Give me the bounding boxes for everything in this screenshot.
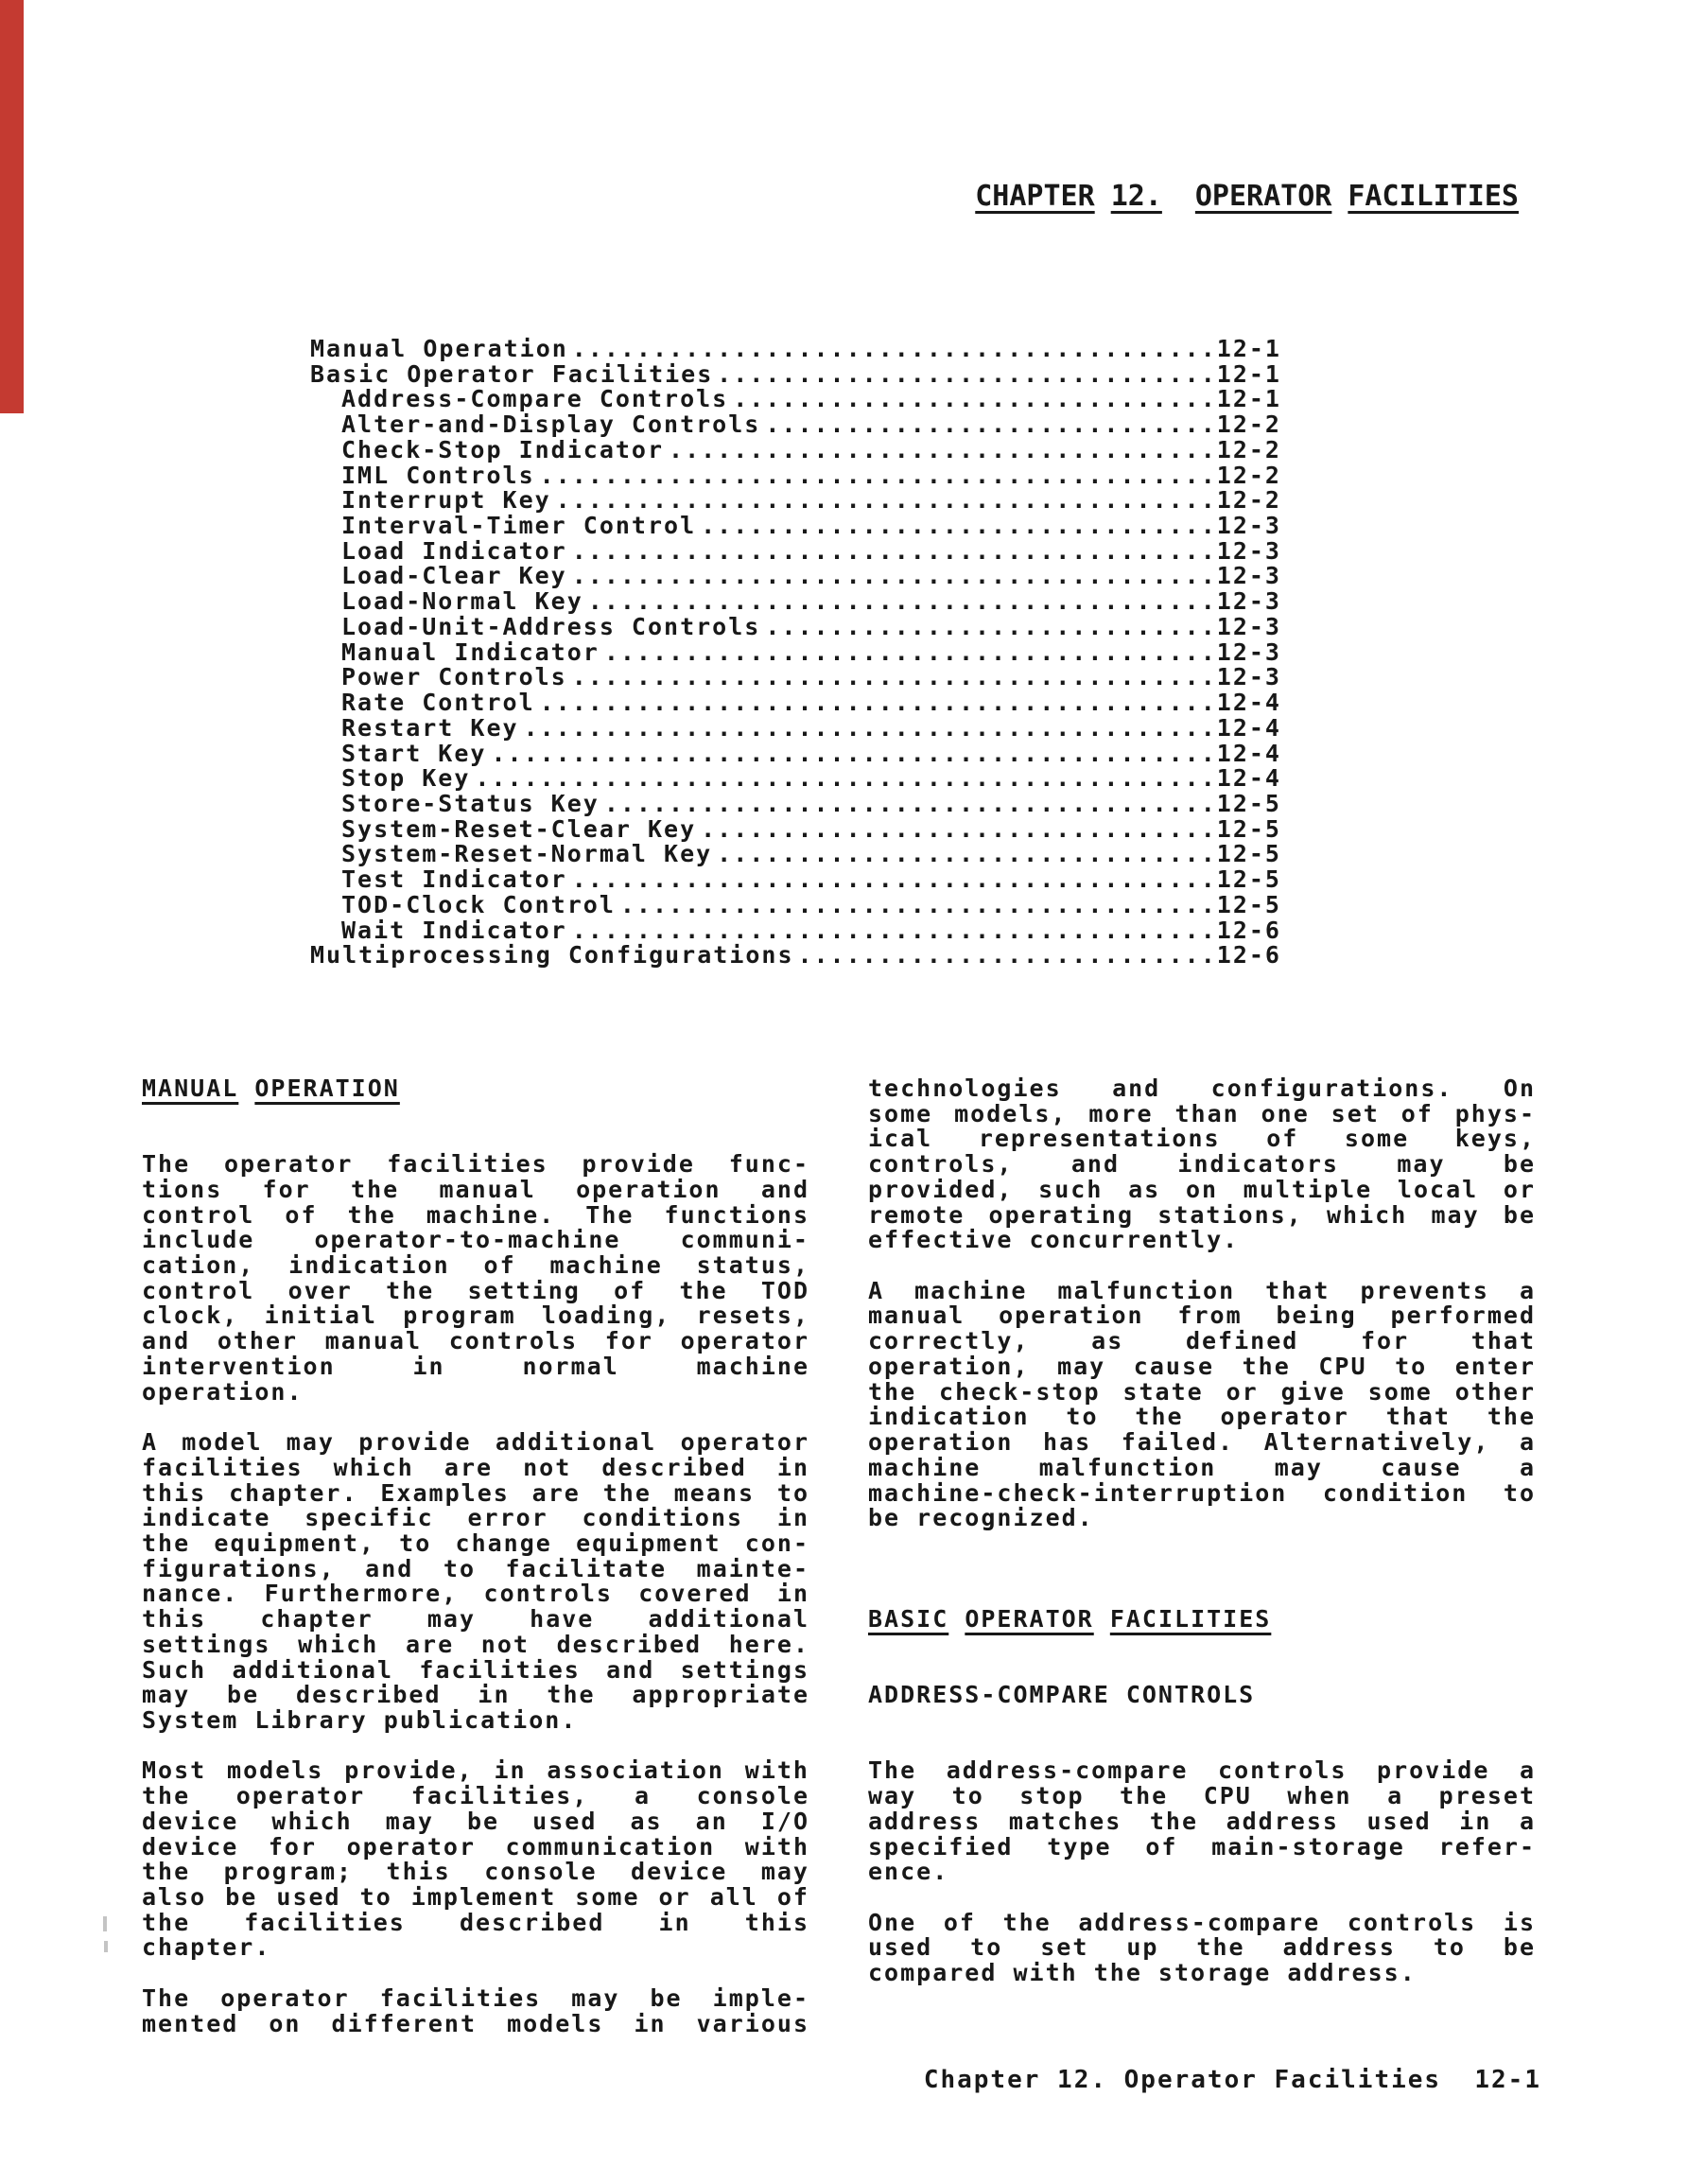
toc-entry-label: TOD-Clock Control xyxy=(341,890,616,918)
toc-row xyxy=(310,463,1281,489)
text-line: may be described in the appropriate xyxy=(142,1681,809,1709)
toc-leader-dots xyxy=(470,766,1216,792)
toc-leader-dots xyxy=(600,792,1217,817)
text-line: the equipment, to change equipment con- xyxy=(142,1529,809,1557)
text-line: the program; this console device may xyxy=(142,1858,809,1886)
text-line: control of the machine. The functions xyxy=(142,1200,809,1229)
text-line xyxy=(868,1253,1536,1279)
right-column xyxy=(868,1076,1536,1986)
toc-page-number: 12-5 xyxy=(1216,865,1281,894)
text-line: controls, and indicators may be xyxy=(868,1150,1536,1179)
text-line: intervention in normal machine xyxy=(142,1352,809,1380)
toc-leader-dots xyxy=(696,514,1217,539)
toc-leader-dots xyxy=(664,438,1217,463)
table-of-contents xyxy=(310,337,1281,969)
text-line: Such additional facilities and settings xyxy=(142,1655,809,1684)
toc-row xyxy=(310,867,1281,893)
toc-entry-label: Address-Compare Controls xyxy=(341,385,729,413)
text-line: indication to the operator that the xyxy=(868,1403,1536,1431)
text-line: operation has failed. Alternatively, a xyxy=(868,1428,1536,1457)
text-line: be recognized. xyxy=(868,1504,1094,1532)
text-line: way to stop the CPU when a preset xyxy=(868,1782,1536,1810)
text-line: BASIC OPERATOR FACILITIES xyxy=(868,1605,1272,1634)
text-line: System Library publication. xyxy=(142,1705,578,1734)
toc-leader-dots xyxy=(567,564,1217,589)
toc-leader-dots xyxy=(696,817,1217,843)
toc-page-number: 12-4 xyxy=(1216,689,1281,717)
toc-leader-dots xyxy=(728,387,1217,412)
toc-page-number: 12-4 xyxy=(1216,713,1281,742)
toc-entry-label: Load-Normal Key xyxy=(341,587,583,616)
toc-leader-dots xyxy=(616,893,1217,918)
text-line: ADDRESS-COMPARE CONTROLS xyxy=(868,1681,1256,1709)
toc-row xyxy=(310,739,1281,767)
toc-leader-dots xyxy=(713,362,1216,388)
text-line: this chapter may have additional xyxy=(142,1605,809,1634)
toc-row xyxy=(310,789,1281,817)
toc-entry-label: Interrupt Key xyxy=(341,486,551,515)
text-line: mented on different models in various xyxy=(142,2009,809,2037)
toc-entry-label: Start Key xyxy=(341,739,487,767)
toc-page-number: 12-2 xyxy=(1216,411,1281,439)
toc-entry-label: Stop Key xyxy=(341,764,471,793)
toc-row xyxy=(310,337,1281,362)
text-line: Most models provide, in association with xyxy=(142,1756,809,1785)
scan-edge-artifact-strip xyxy=(0,0,24,413)
toc-row xyxy=(310,713,1281,742)
toc-leader-dots xyxy=(760,615,1216,640)
text-line: compared with the storage address. xyxy=(868,1959,1417,1987)
toc-page-number: 12-6 xyxy=(1216,941,1281,970)
text-line: address matches the address used in a xyxy=(868,1807,1536,1835)
text-line: machine malfunction may cause a xyxy=(868,1453,1536,1481)
left-column xyxy=(142,1076,809,2036)
text-line xyxy=(868,1531,1536,1557)
toc-page-number: 12-3 xyxy=(1216,536,1281,565)
toc-row xyxy=(310,612,1281,640)
toc-entry-label: System-Reset-Normal Key xyxy=(341,840,713,868)
text-line: indicate specific error conditions in xyxy=(142,1504,809,1532)
toc-row xyxy=(310,690,1281,716)
text-line: settings which are not described here. xyxy=(142,1630,809,1658)
text-line: machine-check-interruption condition to xyxy=(868,1478,1536,1507)
toc-page-number: 12-3 xyxy=(1216,612,1281,640)
toc-page-number: 12-3 xyxy=(1216,638,1281,666)
toc-row xyxy=(310,359,1281,388)
toc-row xyxy=(310,665,1281,690)
text-line: The operator facilities provide func- xyxy=(142,1150,809,1179)
text-line: the operator facilities, a console xyxy=(142,1782,809,1810)
text-line: this chapter. Examples are the means to xyxy=(142,1478,809,1507)
toc-entry-label: Load-Clear Key xyxy=(341,562,567,590)
text-line xyxy=(868,1658,1536,1684)
toc-leader-dots xyxy=(568,337,1217,362)
text-line xyxy=(868,1885,1536,1911)
toc-row xyxy=(310,918,1281,944)
chapter-header-word: FACILITIES xyxy=(1348,180,1519,213)
toc-page-number: 12-3 xyxy=(1216,663,1281,691)
text-line: the facilities described in this xyxy=(142,1908,809,1936)
toc-row xyxy=(310,943,1281,969)
text-line: figurations, and to facilitate mainte- xyxy=(142,1554,809,1582)
toc-leader-dots xyxy=(567,867,1217,893)
text-line: A machine malfunction that prevents a xyxy=(868,1276,1536,1304)
toc-entry-label: Manual Indicator xyxy=(341,638,600,666)
toc-row xyxy=(310,412,1281,438)
toc-row xyxy=(310,435,1281,463)
toc-entry-label: Wait Indicator xyxy=(341,916,567,944)
toc-row xyxy=(310,514,1281,539)
text-line: remote operating stations, which may be xyxy=(868,1200,1536,1229)
text-line: clock, initial program loading, resets, xyxy=(142,1302,809,1330)
toc-leader-dots xyxy=(712,842,1217,867)
toc-entry-label: Restart Key xyxy=(341,713,519,742)
toc-page-number: 12-2 xyxy=(1216,461,1281,489)
chapter-header-word: OPERATOR xyxy=(1194,180,1332,213)
toc-leader-dots xyxy=(519,716,1217,742)
text-line xyxy=(142,1405,809,1430)
toc-row xyxy=(310,387,1281,412)
text-line: also be used to implement some or all of xyxy=(142,1883,809,1911)
text-line: control over the setting of the TOD xyxy=(142,1276,809,1304)
text-line: The operator facilities may be imple- xyxy=(142,1983,809,2012)
text-line: effective concurrently. xyxy=(868,1226,1240,1254)
toc-leader-dots xyxy=(535,463,1217,489)
toc-entry-label: System-Reset-Clear Key xyxy=(341,814,697,843)
toc-page-number: 12-5 xyxy=(1216,890,1281,918)
chapter-header xyxy=(975,180,1519,214)
text-line: The address-compare controls provide a xyxy=(868,1756,1536,1785)
text-line xyxy=(868,1734,1536,1759)
toc-entry-label: Basic Operator Facilities xyxy=(310,359,714,388)
chapter-header-word: 12. xyxy=(1110,180,1162,213)
text-line: include operator-to-machine communi- xyxy=(142,1226,809,1254)
margin-change-bar-mark xyxy=(103,1916,107,1931)
toc-entry-label: Manual Operation xyxy=(310,335,568,362)
text-line: chapter. xyxy=(142,1933,271,1962)
text-line: used to set up the address to be xyxy=(868,1933,1536,1962)
toc-row xyxy=(310,766,1281,792)
toc-page-number: 12-4 xyxy=(1216,739,1281,767)
toc-entry-label: Multiprocessing Configurations xyxy=(310,941,794,970)
text-line: device which may be used as an I/O xyxy=(142,1807,809,1835)
toc-entry-label: Load-Unit-Address Controls xyxy=(341,612,761,640)
toc-row xyxy=(310,842,1281,867)
text-line: and other manual controls for operator xyxy=(142,1327,809,1355)
toc-page-number: 12-2 xyxy=(1216,435,1281,463)
text-line: ence. xyxy=(868,1858,949,1886)
text-line xyxy=(868,1708,1536,1734)
toc-leader-dots xyxy=(600,640,1217,666)
toc-leader-dots xyxy=(567,918,1217,944)
toc-entry-label: Rate Control xyxy=(341,689,535,717)
toc-entry-label: Check-Stop Indicator xyxy=(341,435,665,463)
text-line: nance. Furthermore, controls covered in xyxy=(142,1580,809,1608)
toc-leader-dots xyxy=(535,690,1217,716)
toc-leader-dots xyxy=(794,943,1217,969)
toc-page-number: 12-4 xyxy=(1216,764,1281,793)
text-line xyxy=(142,1127,809,1152)
toc-entry-label: Power Controls xyxy=(341,663,567,691)
text-line: MANUAL OPERATION xyxy=(142,1075,400,1102)
toc-page-number: 12-3 xyxy=(1216,587,1281,616)
toc-entry-label: Alter-and-Display Controls xyxy=(341,411,761,439)
text-line: provided, such as on multiple local or xyxy=(868,1175,1536,1203)
text-line: some models, more than one set of phys- xyxy=(868,1099,1536,1127)
toc-leader-dots xyxy=(486,742,1216,767)
toc-page-number: 12-5 xyxy=(1216,840,1281,868)
text-line xyxy=(868,1557,1536,1582)
toc-row xyxy=(310,640,1281,666)
margin-change-bar-mark xyxy=(104,1941,108,1952)
toc-page-number: 12-1 xyxy=(1216,385,1281,413)
text-line: facilities which are not described in xyxy=(142,1453,809,1481)
toc-leader-dots xyxy=(551,488,1217,514)
toc-leader-dots xyxy=(567,665,1217,690)
toc-page-number: 12-5 xyxy=(1216,814,1281,843)
toc-page-number: 12-3 xyxy=(1216,562,1281,590)
text-line: operation, may cause the CPU to enter xyxy=(868,1352,1536,1380)
toc-row xyxy=(310,890,1281,918)
page-footer: Chapter 12. Operator Facilities 12-1 xyxy=(923,2066,1541,2094)
toc-row xyxy=(310,814,1281,843)
text-line: operation. xyxy=(142,1377,304,1406)
toc-page-number: 12-3 xyxy=(1216,512,1281,540)
text-line: One of the address-compare controls is xyxy=(868,1908,1536,1936)
text-line: tions for the manual operation and xyxy=(142,1175,809,1203)
toc-entry-label: Load Indicator xyxy=(341,536,567,565)
text-line xyxy=(142,1102,809,1127)
toc-entry-label: Interval-Timer Control xyxy=(341,512,697,540)
text-line xyxy=(868,1581,1536,1607)
toc-row xyxy=(310,536,1281,565)
toc-leader-dots xyxy=(567,539,1217,565)
text-line xyxy=(142,1734,809,1759)
text-line: the check-stop state or give some other xyxy=(868,1377,1536,1406)
text-line: cation, indication of machine status, xyxy=(142,1251,809,1280)
toc-page-number: 12-5 xyxy=(1216,789,1281,817)
text-line: correctly, as defined for that xyxy=(868,1327,1536,1355)
toc-page-number: 12-2 xyxy=(1216,486,1281,515)
text-line xyxy=(142,1961,809,1986)
text-line: manual operation from being performed xyxy=(868,1302,1536,1330)
toc-entry-label: Store-Status Key xyxy=(341,789,600,817)
toc-page-number: 12-1 xyxy=(1216,359,1281,388)
toc-entry-label: Test Indicator xyxy=(341,865,567,894)
toc-row xyxy=(310,488,1281,514)
text-line: device for operator communication with xyxy=(142,1832,809,1861)
text-line: specified type of main-storage refer- xyxy=(868,1832,1536,1861)
text-line: technologies and configurations. On xyxy=(868,1075,1536,1102)
text-line: A model may provide additional operator xyxy=(142,1428,809,1457)
text-line: ical representations of some keys, xyxy=(868,1125,1536,1153)
toc-row xyxy=(310,589,1281,615)
toc-row xyxy=(310,564,1281,589)
chapter-header-word: CHAPTER xyxy=(975,180,1095,213)
toc-entry-label: IML Controls xyxy=(341,461,535,489)
toc-page-number: 12-6 xyxy=(1216,916,1281,944)
toc-leader-dots xyxy=(760,412,1216,438)
toc-leader-dots xyxy=(583,589,1217,615)
text-line xyxy=(868,1633,1536,1658)
toc-page-number: 12-1 xyxy=(1216,335,1281,362)
